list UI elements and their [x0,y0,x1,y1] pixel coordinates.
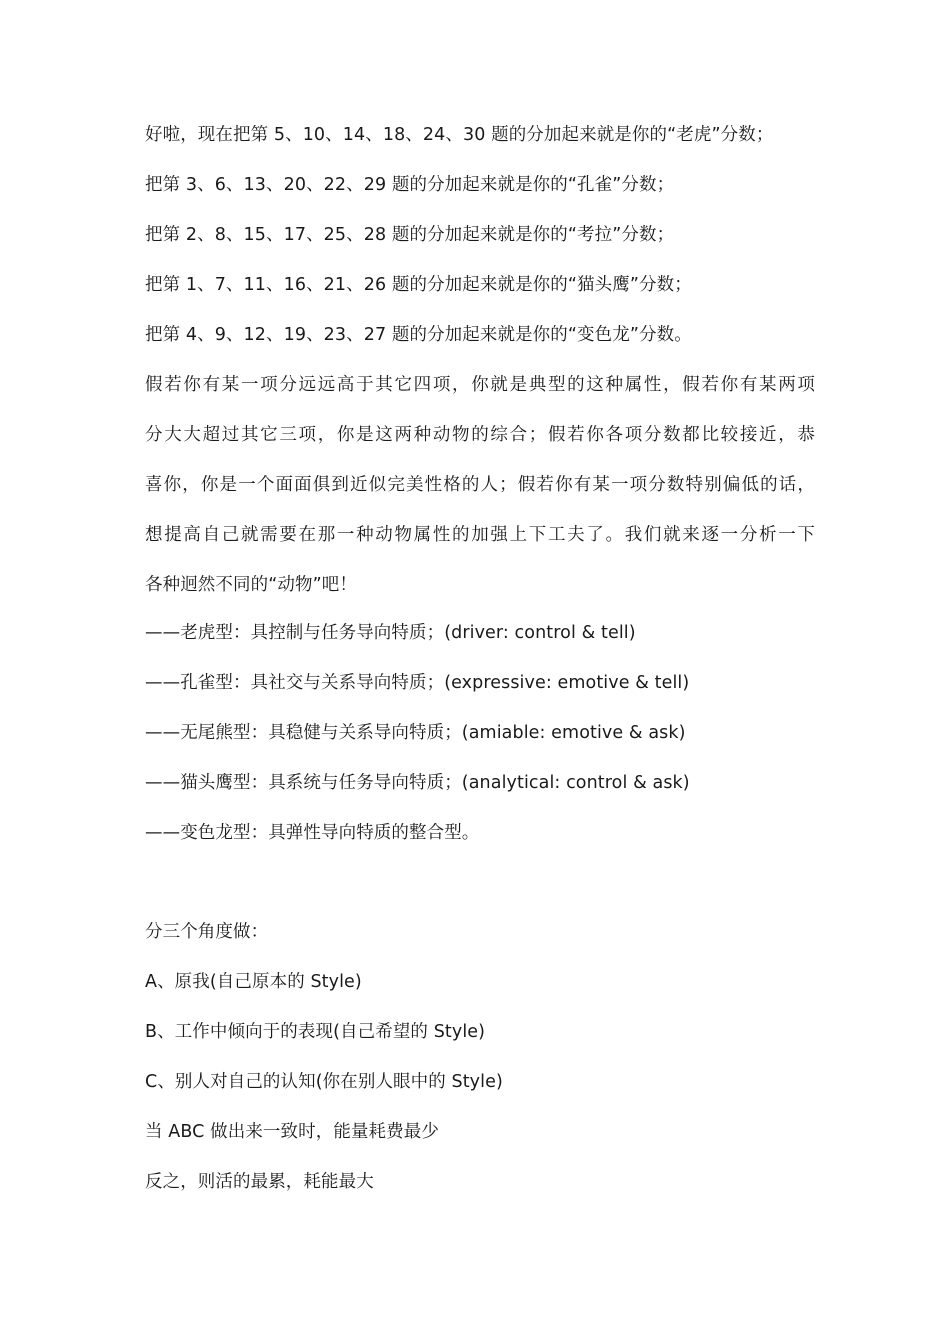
conclusion-line-1: 当 ABC 做出来一致时，能量耗费最少 [145,1122,439,1142]
explanation-line-1: 假若你有某一项分远远高于其它四项，你就是典型的这种属性，假若你有某两项 [145,375,815,395]
type-owl: ——猫头鹰型：具系统与任务导向特质；(analytical: control & ask) [145,773,690,793]
scoring-line-chameleon: 把第 4、9、12、19、23、27 题的分加起来就是你的“变色龙”分数。 [145,325,692,345]
explanation-line-5: 各种迥然不同的“动物”吧！ [145,575,357,595]
angles-title: 分三个角度做： [145,922,269,942]
type-koala: ——无尾熊型：具稳健与关系导向特质；(amiable: emotive & ask) [145,723,686,743]
scoring-line-koala: 把第 2、8、15、17、25、28 题的分加起来就是你的“考拉”分数； [145,225,675,245]
type-peacock: ——孔雀型：具社交与关系导向特质；(expressive: emotive & tell) [145,673,690,693]
scoring-line-tiger: 好啦，现在把第 5、10、14、18、24、30 题的分加起来就是你的“老虎”分数； [145,125,774,145]
scoring-line-peacock: 把第 3、6、13、20、22、29 题的分加起来就是你的“孔雀”分数； [145,175,675,195]
angle-a: A、原我(自己原本的 Style) [145,972,362,992]
conclusion-line-2: 反之，则活的最累，耗能最大 [145,1172,374,1192]
scoring-line-owl: 把第 1、7、11、16、21、26 题的分加起来就是你的“猫头鹰”分数； [145,275,692,295]
explanation-line-2: 分大大超过其它三项，你是这两种动物的综合；假若你各项分数都比较接近，恭 [145,425,815,445]
type-chameleon: ——变色龙型：具弹性导向特质的整合型。 [145,823,480,843]
angle-b: B、工作中倾向于的表现(自己希望的 Style) [145,1022,486,1042]
explanation-line-3: 喜你，你是一个面面俱到近似完美性格的人；假若你有某一项分数特别偏低的话， [145,475,815,495]
type-tiger: ——老虎型：具控制与任务导向特质；(driver: control & tell) [145,623,636,643]
explanation-line-4: 想提高自己就需要在那一种动物属性的加强上下工夫了。我们就来逐一分析一下 [145,525,815,545]
angle-c: C、别人对自己的认知(你在别人眼中的 Style) [145,1072,503,1092]
